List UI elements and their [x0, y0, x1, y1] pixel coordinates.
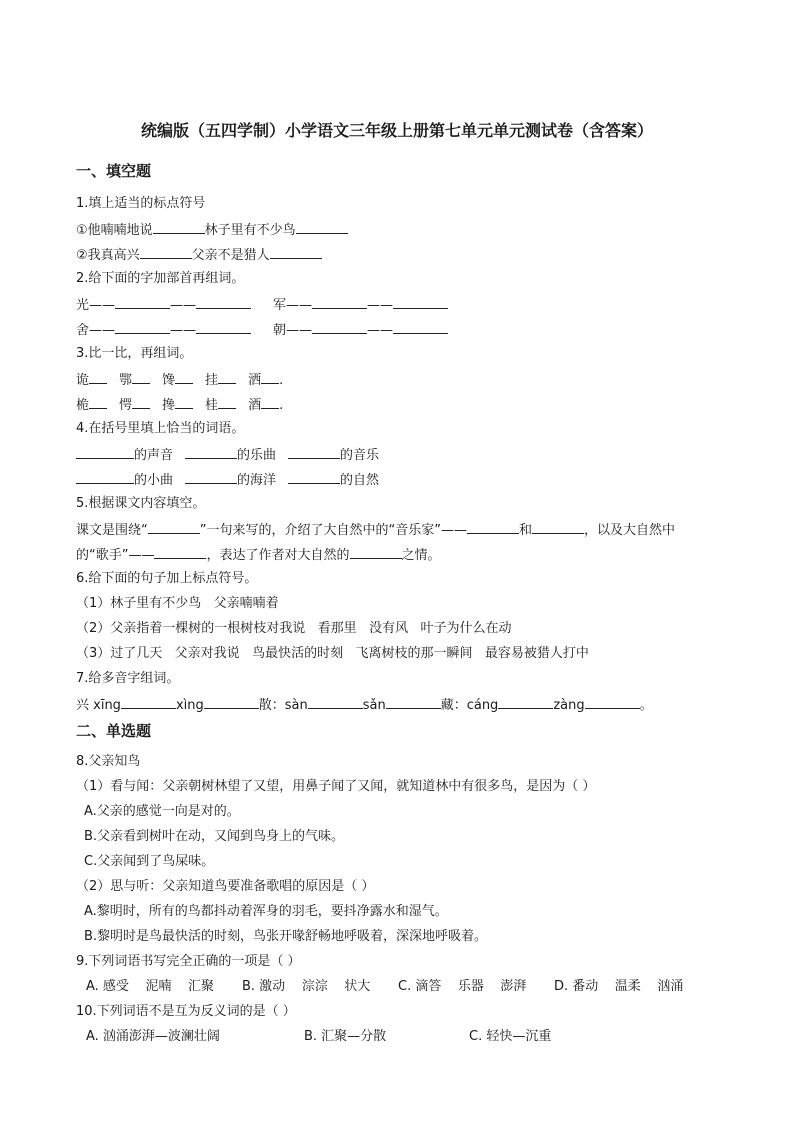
- answer-blank[interactable]: [204, 695, 259, 709]
- answer-blank[interactable]: [288, 470, 340, 484]
- question-stem: 10.下列词语不是互为反义词的是（ ）: [76, 1004, 296, 1019]
- option-a[interactable]: A. 汹涌澎湃—波澜壮阔: [86, 1029, 220, 1044]
- option-a[interactable]: A.父亲的感觉一向是对的。: [84, 804, 240, 819]
- question-line: （1）看与闻：父亲朝树林望了又望，用鼻子闻了又闻，就知道林中有很多鸟，是因为（ ）: [76, 779, 596, 794]
- question-line: ②我真高兴 父亲不是猎人: [76, 245, 322, 265]
- answer-blank[interactable]: [196, 320, 251, 334]
- option-c[interactable]: C. 轻快—沉重: [469, 1029, 552, 1044]
- answer-blank[interactable]: [218, 370, 236, 384]
- question-line: （2）父亲指着一棵树的一根树枝对我说 看那里 没有风 叶子为什么在动: [76, 621, 512, 636]
- question-line: ①他喃喃地说 林子里有不少鸟: [76, 220, 348, 240]
- answer-blank[interactable]: [153, 220, 205, 234]
- option-b[interactable]: B. 激动 淙淙 状大: [242, 979, 371, 994]
- option-a[interactable]: A. 感受 泥喃 汇聚: [86, 979, 214, 994]
- answer-blank[interactable]: [76, 445, 134, 459]
- answer-blank[interactable]: [196, 295, 251, 309]
- answer-blank[interactable]: [115, 295, 170, 309]
- question-stem: 2.给下面的字加部首再组词。: [76, 271, 245, 286]
- answer-blank[interactable]: [115, 320, 170, 334]
- answer-blank[interactable]: [175, 370, 193, 384]
- answer-blank[interactable]: [308, 695, 363, 709]
- question-line: 光—— —— 军—— ——: [76, 295, 448, 315]
- answer-blank[interactable]: [140, 245, 192, 259]
- option-b[interactable]: B. 汇聚—分散: [304, 1029, 387, 1044]
- question-line: 舍—— —— 朝—— ——: [76, 320, 448, 340]
- question-stem: 7.给多音字组词。: [76, 671, 180, 686]
- option-d[interactable]: D. 番动 温柔 汹涌: [554, 979, 684, 994]
- question-line: （3）过了几天 父亲对我说 鸟最快活的时刻 飞离树枝的那一瞬间 最容易被猎人打中: [76, 646, 589, 661]
- question-stem: 3.比一比，再组词。: [76, 346, 193, 361]
- question-stem: 9.下列词语书写完全正确的一项是（ ）: [76, 954, 301, 969]
- answer-blank[interactable]: [270, 245, 322, 259]
- answer-blank[interactable]: [261, 370, 279, 384]
- question-stem: 8.父亲知鸟: [76, 754, 141, 769]
- answer-blank[interactable]: [89, 395, 107, 409]
- answer-blank[interactable]: [132, 395, 150, 409]
- option-b[interactable]: B.父亲看到树叶在动，又闻到鸟身上的气味。: [84, 829, 345, 844]
- question-line: 诡 鄂 馋 挂 洒 .: [76, 370, 283, 390]
- answer-blank[interactable]: [218, 395, 236, 409]
- answer-blank[interactable]: [467, 520, 519, 534]
- section-heading-single-choice: 二、单选题: [76, 722, 152, 740]
- page-title: 统编版（五四学制）小学语文三年级上册第七单元单元测试卷（含答案）: [140, 121, 653, 140]
- answer-blank[interactable]: [350, 545, 402, 559]
- answer-blank[interactable]: [312, 295, 367, 309]
- answer-blank[interactable]: [393, 320, 448, 334]
- answer-blank[interactable]: [132, 370, 150, 384]
- answer-blank[interactable]: [532, 520, 584, 534]
- option-c[interactable]: C. 滴答 乐器 澎湃: [398, 979, 527, 994]
- question-line: （1）林子里有不少鸟 父亲喃喃着: [76, 596, 279, 611]
- option-b[interactable]: B.黎明时是鸟最快活的时刻，鸟张开喙舒畅地呼吸着，深深地呼吸着。: [84, 929, 488, 944]
- answer-blank[interactable]: [288, 445, 340, 459]
- answer-blank[interactable]: [498, 695, 553, 709]
- answer-blank[interactable]: [121, 695, 176, 709]
- question-line: （2）思与听：父亲知道鸟要准备歌唱的原因是（ ）: [76, 879, 375, 894]
- option-c[interactable]: C.父亲闻到了鸟屎味。: [84, 854, 215, 869]
- question-line: 的声音 的乐曲 的音乐: [76, 445, 379, 465]
- question-line: 课文是围绕“ ”一句来写的，介绍了大自然中的“音乐家”—— 和 ，以及大自然中: [76, 520, 675, 540]
- answer-blank[interactable]: [148, 520, 200, 534]
- answer-blank[interactable]: [386, 695, 441, 709]
- question-line: 兴 xīng xìng 散：sàn sǎn 藏：cáng zàng 。: [76, 695, 653, 715]
- answer-blank[interactable]: [185, 445, 237, 459]
- question-stem: 1.填上适当的标点符号: [76, 196, 206, 211]
- question-line: 的“歌手”—— ，表达了作者对大自然的 之情。: [76, 545, 441, 565]
- question-stem: 6.给下面的句子加上标点符号。: [76, 571, 258, 586]
- question-stem: 5.根据课文内容填空。: [76, 496, 206, 511]
- answer-blank[interactable]: [89, 370, 107, 384]
- question-stem: 4.在括号里填上恰当的词语。: [76, 421, 245, 436]
- answer-blank[interactable]: [175, 395, 193, 409]
- answer-blank[interactable]: [76, 470, 134, 484]
- option-a[interactable]: A.黎明时，所有的鸟都抖动着浑身的羽毛，要抖净露水和湿气。: [84, 904, 448, 919]
- answer-blank[interactable]: [585, 695, 640, 709]
- answer-blank[interactable]: [312, 320, 367, 334]
- answer-blank[interactable]: [296, 220, 348, 234]
- answer-blank[interactable]: [393, 295, 448, 309]
- question-line: 的小曲 的海洋 的自然: [76, 470, 379, 490]
- section-heading-fill-in: 一、填空题: [76, 162, 152, 180]
- answer-blank[interactable]: [261, 395, 279, 409]
- answer-blank[interactable]: [185, 470, 237, 484]
- answer-blank[interactable]: [154, 545, 206, 559]
- question-line: 桅 愕 搀 桂 酒 .: [76, 395, 283, 415]
